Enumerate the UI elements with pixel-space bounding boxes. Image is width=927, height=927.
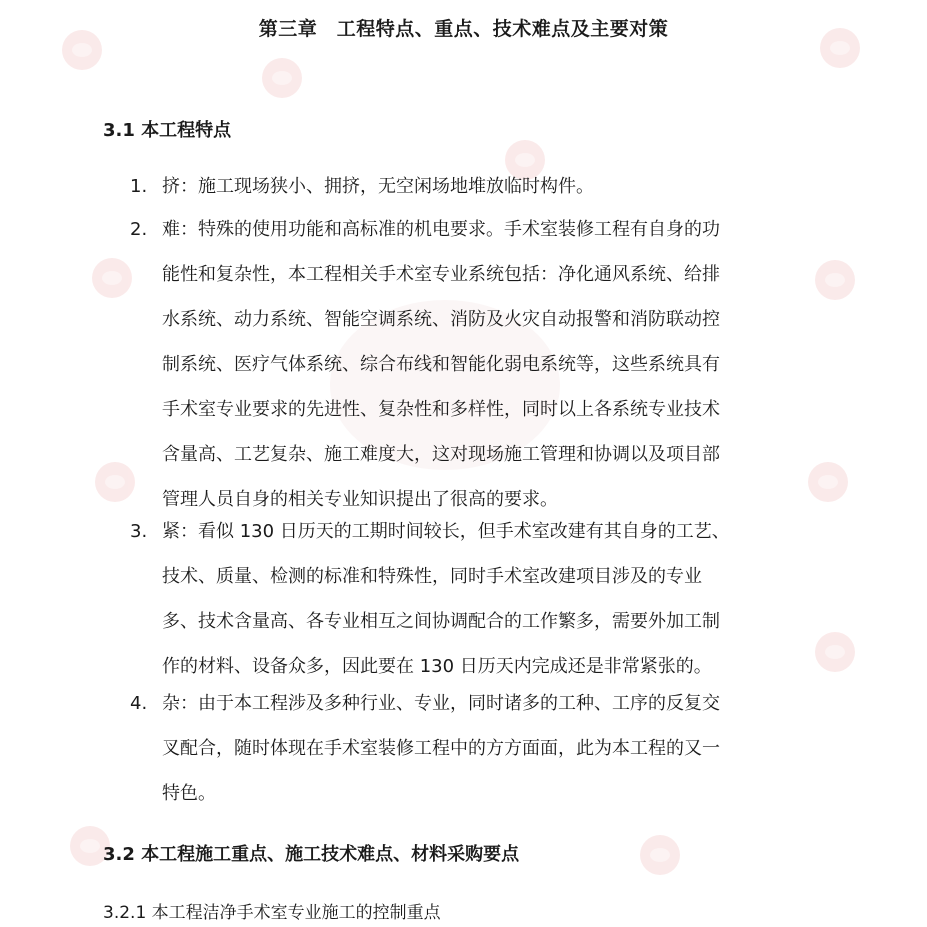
list-item-number: 4. [130,693,148,714]
text-line: 技术、质量、检测的标准和特殊性，同时手术室改建项目涉及的专业 [162,566,702,587]
section-heading-3-2: 3.2 本工程施工重点、施工技术难点、材料采购要点 [103,844,520,865]
text-line: 水系统、动力系统、智能空调系统、消防及火灾自动报警和消防联动控 [162,309,720,330]
text-line: 多、技术含量高、各专业相互之间协调配合的工作繁多，需要外加工制 [162,611,720,632]
text-line: 手术室专业要求的先进性、复杂性和多样性，同时以上各系统专业技术 [162,399,720,420]
text-line: 难：特殊的使用功能和高标准的机电要求。手术室装修工程有自身的功 [162,219,720,240]
text-line: 挤：施工现场狭小、拥挤，无空闲场地堆放临时构件。 [162,176,594,197]
text-line: 特色。 [162,783,216,804]
text-line: 制系统、医疗气体系统、综合布线和智能化弱电系统等，这些系统具有 [162,354,720,375]
watermark-logo-icon [640,835,680,875]
watermark-logo-icon [95,462,135,502]
list-item-text [162,207,852,522]
text-line: 管理人员自身的相关专业知识提出了很高的要求。 [162,489,558,510]
watermark-logo-icon [92,258,132,298]
text-line: 能性和复杂性，本工程相关手术室专业系统包括：净化通风系统、给排 [162,264,720,285]
list-item-number: 1. [130,176,148,197]
list-item-text [162,164,852,209]
text-line: 杂：由于本工程涉及多种行业、专业，同时诸多的工种、工序的反复交 [162,693,720,714]
text-line: 叉配合，随时体现在手术室装修工程中的方方面面，此为本工程的又一 [162,738,720,759]
subsection-heading-3-2-1: 3.2.1 本工程洁净手术室专业施工的控制重点 [103,903,441,923]
list-item-text [162,681,852,816]
list-item-text [162,509,852,689]
list-item-number: 3. [130,521,148,542]
text-line: 作的材料、设备众多，因此要在 130 日历天内完成还是非常紧张的。 [162,656,712,677]
text-line: 紧：看似 130 日历天的工期时间较长，但手术室改建有其自身的工艺、 [162,521,730,542]
section-heading-3-1: 3.1 本工程特点 [103,120,232,141]
list-item-number: 2. [130,219,148,240]
text-line: 含量高、工艺复杂、施工难度大，这对现场施工管理和协调以及项目部 [162,444,720,465]
chapter-title: 第三章 工程特点、重点、技术难点及主要对策 [258,18,669,40]
watermark-logo-icon [262,58,302,98]
